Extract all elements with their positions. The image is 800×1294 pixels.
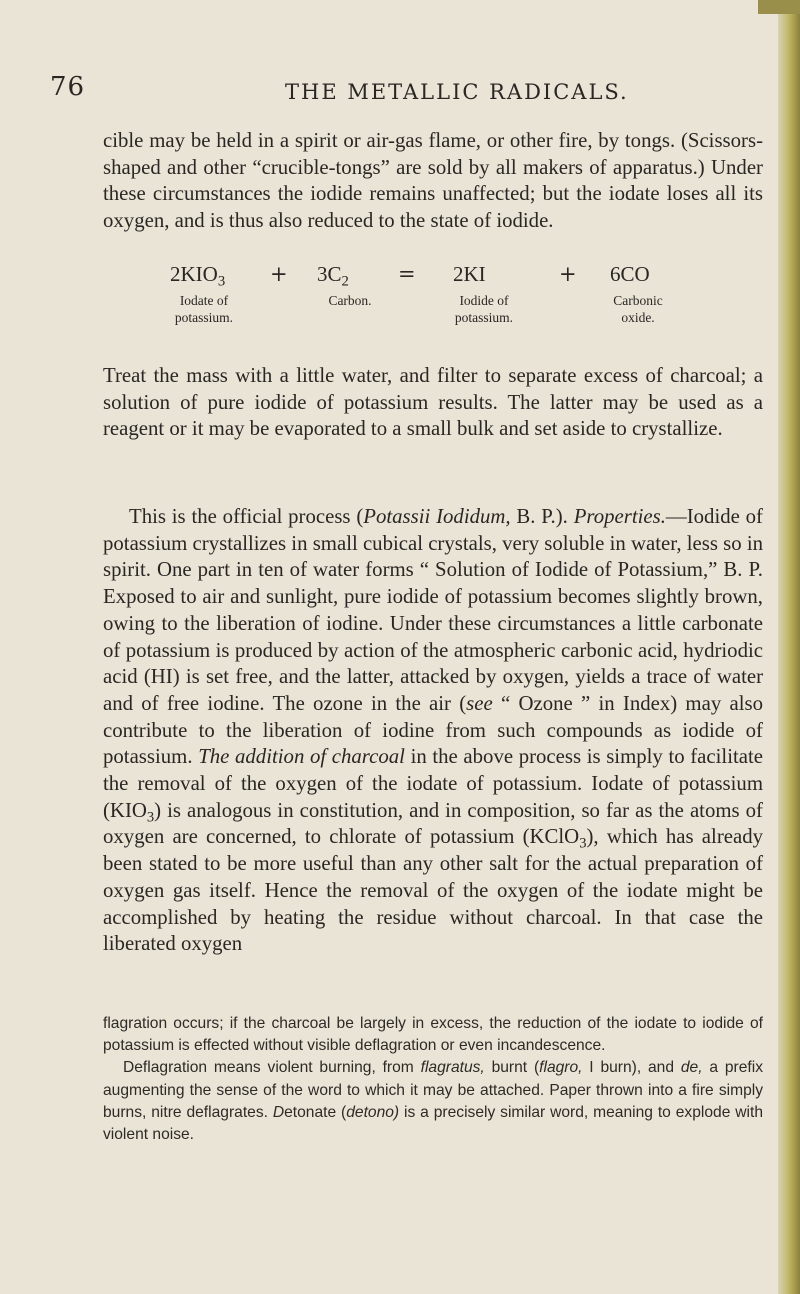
footnote-paragraph-2: Deflagration means violent burning, from flagratus, burnt (flagro, I burn), and de, a prefix augmenting the sense of the word to which it may be attached. Paper thrown into a fire simply burns, nitre deflagrates. Detonate (detono) is a precisely similar word, meaning to explode with violent noise. (103, 1059, 763, 1144)
equation-label-iodate: Iodate of potassium. (174, 293, 234, 325)
equation-plus: + (270, 262, 288, 286)
footnote-paragraph-1: flagration occurs; if the charcoal be largely in excess, the reduction of the iodate to iodide of potassium is effected without visible deflagration or even incandescence. (103, 1015, 763, 1055)
equation-equals: = (398, 262, 416, 286)
page-edge (778, 0, 800, 1294)
equation-term-carbon: $3C_2$ (317, 262, 349, 290)
paragraph-3: This is the official process (Potassii Iodidum, B. P.). Properties.—Iodide of potassium crystallizes in small cubical crystals, very soluble in water, less so in spirit. One part in ten of water forms “ Solution of Iodide of Potassium,” B. P. Exposed to air and sunlight, pure iodide of potassium becomes slightly brown, owing to the liberation of iodine. Under these circumstances a little carbonate of potassium is produced by action of the atmospheric carbonic acid, hydriodic acid (HI) is set free, and the latter, attacked by oxygen, yields a trace of water and of free iodine. The ozone in the air (see “ Ozone ” in Index) may also contribute to the liberation of iodine from such compounds as iodide of potassium. The addition of charcoal in the above process is simply to facilitate the removal of the oxygen of the iodate of potassium. Iodate of potassium $(KIO_3)$ is analogous in constitution, and in composition, so far as the atoms of oxygen are concerned, to chlorate of potassium (KClO$_3$), which has already been stated to be more useful than any other salt for the actual preparation of oxygen gas itself. Hence the removal of the oxygen of the iodate might be accomplished by heating the residue without charcoal. In that case the liberated oxygen (103, 505, 763, 956)
paragraph-1: cible may be held in a spirit or air-gas flame, or other fire, by tongs. (Scissors-shaped and other “crucible-tongs” are sold by all makers of apparatus.) Under these circumstances the iodide remains unaffected; but the iodate loses all its oxygen, and is thus also reduced to the state of iodide. (103, 129, 763, 233)
equation-label-carbonic-oxide: Carbonic oxide. (613, 293, 663, 325)
equation-term-iodide: 2KI (453, 262, 486, 286)
equation-term-carbonic-oxide: 6CO (610, 262, 650, 286)
equation-label-carbon: Carbon. (328, 293, 372, 308)
page-edge-top (758, 0, 800, 14)
paragraph-2: Treat the mass with a little water, and filter to separate excess of charcoal; a solution of pure iodide of potassium results. The latter may be used as a reagent or it may be evaporated to a small bulk and set aside to crystallize. (103, 364, 763, 441)
equation-term-iodate: $2KIO_3$ (170, 262, 226, 290)
chemical-equation (170, 262, 770, 334)
equation-plus: + (559, 262, 577, 286)
equation-label-iodide: Iodide of potassium. (454, 293, 514, 325)
running-head: THE METALLIC RADICALS. (285, 80, 629, 104)
page-number: 76 (50, 72, 86, 102)
footnote (103, 1013, 763, 1146)
